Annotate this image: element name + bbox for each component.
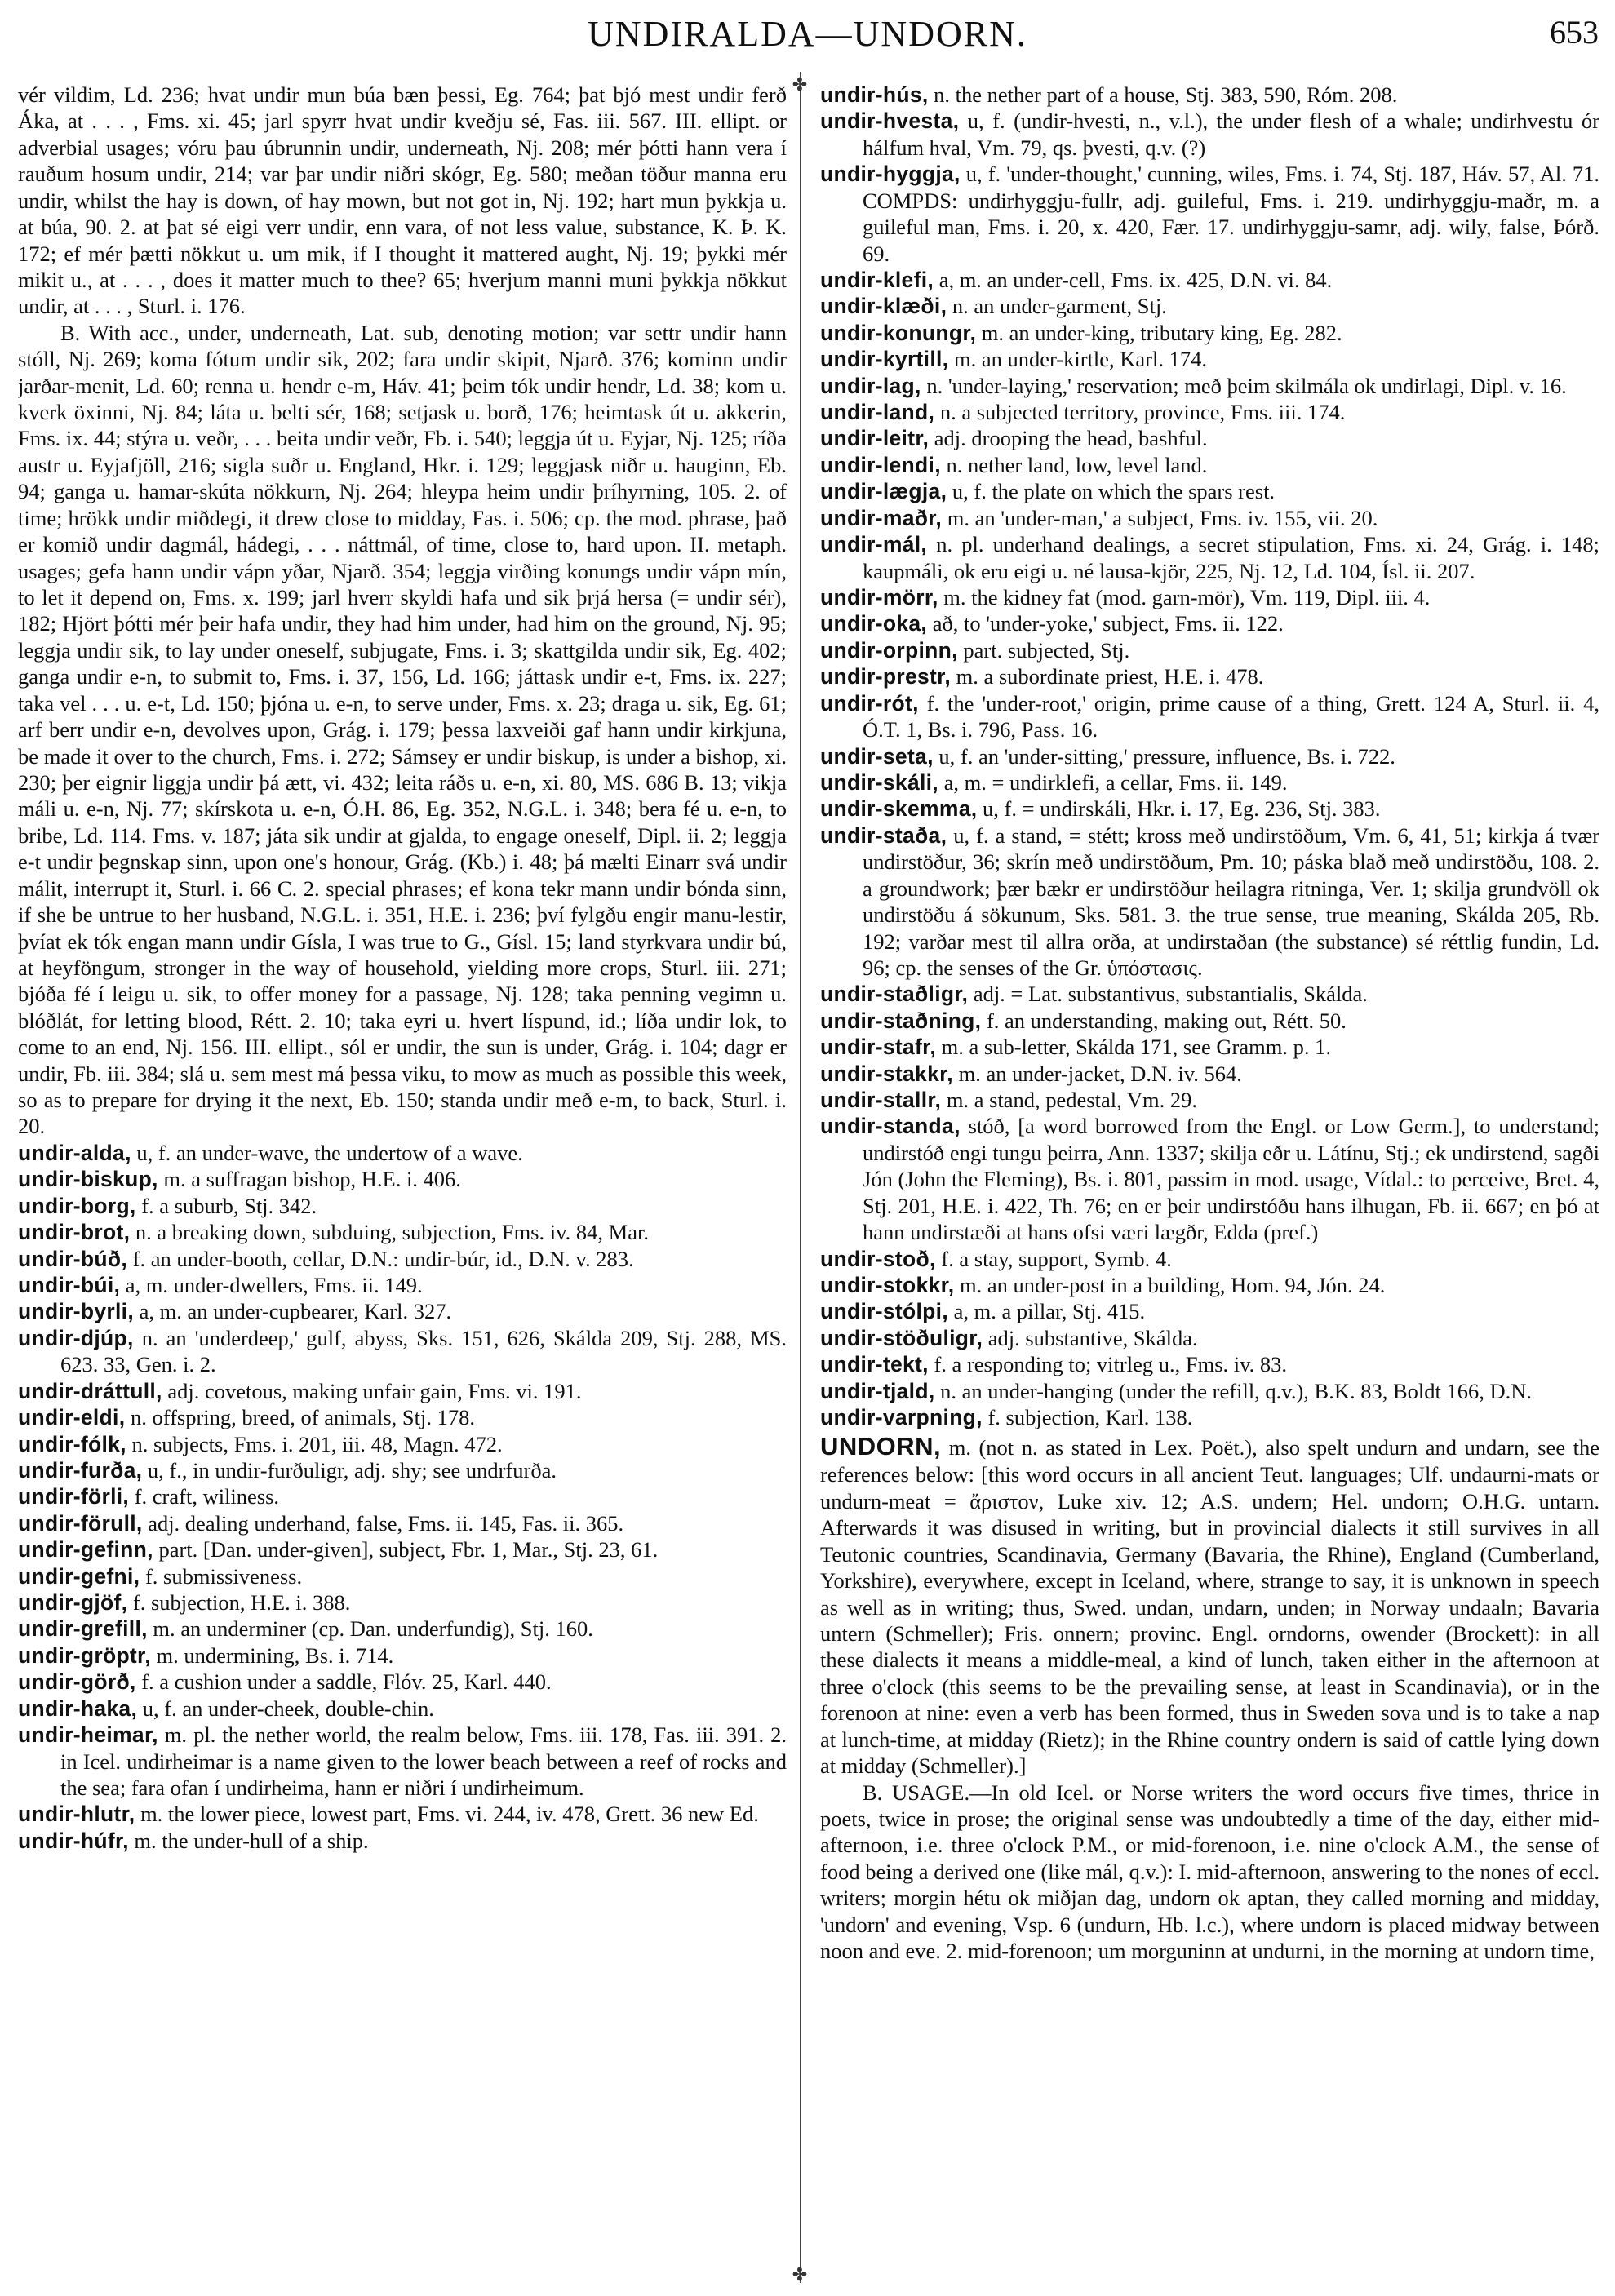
entry-headword: undir-stallr, (820, 1088, 942, 1113)
entry-definition: n. an 'underdeep,' gulf, abyss, Sks. 151, 626, Skálda 209, Stj. 288, MS. 623. 33, Gen. i. 2. (60, 1325, 787, 1377)
entry-definition: a, m. an under-cupbearer, Karl. 327. (134, 1299, 452, 1324)
entry-headword: undir-fólk, (18, 1431, 126, 1456)
entry-headword: undir-seta, (820, 743, 934, 769)
dictionary-entry (18, 1325, 787, 1378)
entry-definition: m. a subordinate priest, H.E. i. 478. (950, 664, 1264, 689)
entry-definition: f. an understanding, making out, Rétt. 50. (981, 1008, 1347, 1033)
left-column (18, 82, 787, 2285)
dictionary-entry (18, 1510, 787, 1536)
entry-definition: n. subjects, Fms. i. 201, iii. 48, Magn. 472. (126, 1431, 503, 1456)
entry-headword: undir-biskup, (18, 1167, 158, 1192)
entry-headword: undir-stólpi, (820, 1299, 948, 1324)
dictionary-entry (820, 1351, 1599, 1377)
dictionary-entry (820, 320, 1599, 346)
dictionary-entry (820, 452, 1599, 478)
dictionary-entry (18, 1272, 787, 1298)
page-header (16, 7, 1599, 64)
entry-headword: undir-lægja, (820, 479, 947, 504)
dictionary-entry (820, 981, 1599, 1007)
entry-headword: undir-djúp, (18, 1325, 134, 1350)
dictionary-entry (820, 769, 1599, 796)
entry-definition: f. subjection, H.E. i. 388. (127, 1590, 351, 1616)
dictionary-entry (820, 267, 1599, 293)
dictionary-entry (820, 293, 1599, 319)
entry-headword: undir-staðligr, (820, 982, 969, 1007)
entry-headword: undir-förull, (18, 1510, 143, 1536)
dictionary-entry (820, 82, 1599, 108)
column-divider (800, 72, 801, 2283)
entry-definition: adj. substantive, Skálda. (983, 1325, 1198, 1350)
entry-definition: m. an under-post in a building, Hom. 94, Jón. 24. (954, 1272, 1386, 1297)
entry-definition: m. a stand, pedestal, Vm. 29. (941, 1088, 1197, 1113)
dictionary-entry (820, 425, 1599, 451)
dictionary-entry (820, 1272, 1599, 1298)
entry-headword: undir-stakkr, (820, 1061, 953, 1086)
entry-definition: n. 'under-laying,' reservation; með þeim skilmála ok undirlagi, Dipl. v. 16. (921, 373, 1567, 398)
dictionary-entry (18, 1457, 787, 1483)
dictionary-entry (820, 584, 1599, 610)
entry-headword: undir-orpinn, (820, 637, 958, 663)
entry-headword: undir-staðning, (820, 1008, 982, 1033)
entry-headword: undir-brot, (18, 1220, 131, 1245)
entry-headword: undir-byrli, (18, 1299, 134, 1324)
entry-definition: m. an under-kirtle, Karl. 174. (948, 347, 1207, 372)
dictionary-entry (820, 1113, 1599, 1245)
entry-definition: f. a cushion under a saddle, Flóv. 25, Karl. 440. (135, 1669, 552, 1695)
entry-definition: u, f. (undir-hvesti, n., v.l.), the under flesh of a whale; undirhvestu ór hálfum hval, Vm. 79, qs. þvesti, q.v. (?) (863, 109, 1599, 160)
dictionary-entry (18, 1801, 787, 1827)
entry-headword: undir-rót, (820, 690, 919, 716)
page-number: 653 (1550, 14, 1599, 51)
entry-definition: u, f. a stand, = stétt; kross með undirstöðum, Vm. 6, 41, 51; kirkja á tvær undirstöður, 36; skrín með undirstöðum, Pm. 10; páska blað með undirstöðu, 108. 2. a groundwork; þær bækr er undirstöður heilagra ritninga, Ver. 1; skilja grundvöll ok undirstöðu á sökunum, Sks. 581. 3. the true sense, true meaning, Skálda 205, Rb. 192; varðar mest til allra orða, at undirstaðan (the substance) sé réttlig fundin, Ld. 96; cp. the senses of the Gr. ὑπόστασις. (863, 822, 1599, 980)
entry-definition: að, to 'under-yoke,' subject, Fms. ii. 122. (927, 611, 1284, 636)
dictionary-entry (820, 373, 1599, 399)
entry-definition: adj. = Lat. substantivus, substantialis, Skálda. (968, 982, 1368, 1007)
entry-definition: u, f. an under-wave, the undertow of a wave. (131, 1140, 523, 1165)
entry-definition: u, f., in undir-furðuligr, adj. shy; see undrfurða. (142, 1457, 557, 1483)
dictionary-entry (18, 1563, 787, 1589)
entry-headword: undir-stoð, (820, 1246, 936, 1271)
right-column (820, 82, 1599, 2285)
entry-headword: undir-klæði, (820, 294, 947, 319)
dictionary-entry (18, 1166, 787, 1192)
entry-undorn (820, 1431, 1599, 1780)
entry-definition: n. nether land, low, level land. (940, 452, 1208, 477)
dictionary-entry (820, 505, 1599, 531)
entry-definition: n. pl. underhand dealings, a secret stipulation, Fms. xi. 24, Grág. i. 148; kaupmáli, ok eru eigi u. né lausa-kjör, 225, Nj. 12, Ld. 104, Ísl. ii. 207. (863, 532, 1599, 583)
entry-headword: undir-búi, (18, 1272, 121, 1297)
dictionary-entry (820, 1034, 1599, 1060)
dictionary-entry (820, 1061, 1599, 1087)
dictionary-entry (18, 1246, 787, 1272)
entry-definition: f. craft, wiliness. (129, 1484, 280, 1509)
entry-headword: undir-maðr, (820, 505, 943, 530)
entry-headword: undir-leitr, (820, 426, 930, 451)
dictionary-entry (18, 1695, 787, 1722)
continuation-text: vér vildim, Ld. 236; hvat undir mun búa bæn þessi, Eg. 764; þat bjó mest undir ferð Áka, at . . . , Fms. xi. 45; jarl spyrr hvat undir kveðju sé, Fas. iii. 567. III. ellipt. or adverbial usages; vóru þau úbrunnin undir, underneath, Nj. 208; mér þótti hann vera í rauðum hosum undir, 214; var þar undir niðri skógr, Eg. 580; meðan töður manna eru undir, whilst the hay is down, of hay mown, but not got in, Nj. 192; hart mun þykkja u. at búa, 90. 2. at þat sé eigi verr undir, enn vara, of not less value, substance, K. Þ. K. 172; ef mér þætti nökkut u. um mik, if I thought it mattered aught, Nj. 19; þykki mér mikit u., at . . . , does it matter much to thee? 65; hverjum manni muni þykkja nökkut undir, at . . . , Sturl. i. 176. (18, 82, 787, 319)
entry-headword: undir-húfr, (18, 1828, 129, 1853)
dictionary-entry (18, 1589, 787, 1616)
entry-headword: undir-land, (820, 400, 935, 425)
dictionary-entry (18, 1616, 787, 1642)
dictionary-entry (820, 1087, 1599, 1113)
entry-headword: undir-grefill, (18, 1616, 148, 1642)
entry-definition: u, f. = undirskáli, Hkr. i. 17, Eg. 236, Stj. 383. (977, 796, 1381, 822)
entry-definition: n. the nether part of a house, Stj. 383, 590, Róm. 208. (928, 82, 1398, 107)
entry-headword: undir-dráttull, (18, 1378, 162, 1403)
entry-headword: undir-hvesta, (820, 109, 960, 134)
entry-definition: f. the 'under-root,' origin, prime cause of a thing, Grett. 124 A, Sturl. ii. 4, Ó.T. 1, Bs. i. 796, Pass. 16. (863, 690, 1599, 742)
dictionary-entry (18, 1536, 787, 1562)
entry-headword: undir-stöðuligr, (820, 1325, 983, 1350)
entry-headword: undir-konungr, (820, 320, 977, 345)
dictionary-entry (18, 1140, 787, 1166)
entry-definition: m. the under-hull of a ship. (128, 1828, 369, 1853)
dictionary-entry (820, 743, 1599, 769)
dictionary-entry (820, 161, 1599, 267)
dictionary-entry (18, 1828, 787, 1854)
section-b-text: B. With acc., under, underneath, Lat. sub, denoting motion; var settr undir hann stóll, Nj. 269; koma fótum undir sik, 202; fara undir skipit, Njarð. 376; kominn undir jarðar-menit, Ld. 60; renna u. hendr e-m, Háv. 41; þeim tók undir hendr, Ld. 38; kom u. kverk öxinni, Nj. 84; láta u. belti sér, 168; setjask u. borð, 176; heimtask út u. akkerin, Fms. ix. 44; stýra u. veðr, . . . beita undir veðr, Fb. i. 540; leggja út u. Eyjar, Nj. 125; ríða austr u. Eyjafjöll, 216; sigla suðr u. England, Hkr. i. 129; leggjask niðr u. hauginn, Eb. 94; ganga u. hamar-skúta nökkurn, Nj. 264; hleypa heim undir þríhyrning, 105. 2. of time; hrökk undir miðdegi, it drew close to midday, Fas. i. 506; cp. the mod. phrase, það er komið undir dagmál, hádegi, . . . náttmál, of time, close to, hard upon. II. metaph. usages; gefa hann undir vápn yðar, Njarð. 354; leggja virðing konungs undir vápn mín, to let it depend on, Fms. x. 199; jarl hverr skyldi hafa und sik þrjá hersa (= undir sér), 182; Hjört þótti mér þeir hafa undir, they had him under, had him on the ground, Nj. 95; leggja undir sik, to lay under oneself, subjugate, Fms. i. 3; skattgilda undir sik, Eg. 402; ganga undir e-n, to submit to, Fms. i. 37, 156, Ld. 166; játtask undir e-t, Fms. ix. 227; taka vel . . . u. e-t, Ld. 150; þjóna u. e-n, to serve under, Fms. x. 23; draga u. sik, Eg. 61; arf berr undir e-n, devolves upon, Grág. i. 179; þessa laxveiði gaf hann undir kirkjuna, be made it over to the church, Fms. i. 272; Sámsey er undir biskup, is under a bishop, xi. 230; þer eignir liggja undir þá ætt, vi. 432; leita ráðs u. e-n, xi. 80, MS. 686 B. 13; vikja máli u. e-n, Nj. 77; skírskota u. e-n, Ó.H. 86, Eg. 352, N.G.L. i. 348; bera fé u. e-n, to bribe, Ld. 114. Fms. v. 187; játa sik undir at gjalda, to engage oneself, Dipl. ii. 2; leggja e-t undir þegnskap sinn, upon one's honour, Grág. (Kb.) i. 48; þá mælti Einarr svá undir málit, interrupt it, Sturl. i. 66 C. 2. special phrases; ef kona tekr mann undir bónda sinn, if she be untrue to her husband, N.G.L. i. 351, H.E. i. 236; því fylgðu engir manu-lestir, þvíat ek tók engan mann undir Gísla, I was true to G., Gísl. 15; land styrkvara undir bú, at heyföngum, stronger in the way of household, yielding more crops, Sturl. iii. 271; bjóða fé í leigu u. sik, to offer money for a passage, Nj. 128; taka penning vegimn u. blóðlát, for letting blood, Rétt. 2. 10; taka eyri u. hvert líspund, id.; líða undir lok, to come to an end, Nj. 156. III. ellipt., sól er undir, the sun is under, Grág. i. 104; dagr er undir, Fb. iii. 384; slá u. sem mest má þessa viku, to mow as much as possible this week, so as to prepare for drying it the next, Eb. 150; standa undir með e-m, to back, Sturl. i. 20. (18, 320, 787, 1139)
entry-headword: undir-staða, (820, 822, 947, 848)
entry-definition: m. an underminer (cp. Dan. underfundig), Stj. 160. (147, 1616, 593, 1642)
entry-headword: undir-lag, (820, 373, 921, 398)
entry-definition: a, m. an under-cell, Fms. ix. 425, D.N. vi. 84. (934, 267, 1333, 292)
entry-headword: UNDORN, (820, 1431, 942, 1460)
entry-headword: undir-förli, (18, 1484, 130, 1509)
entry-headword: undir-haka, (18, 1695, 138, 1721)
entry-headword: undir-tekt, (820, 1352, 929, 1377)
entry-definition: n. an under-garment, Stj. (947, 294, 1167, 319)
dictionary-entry (18, 1193, 787, 1219)
entry-headword: undir-hús, (820, 82, 929, 107)
entry-definition: f. a stay, support, Symb. 4. (935, 1246, 1172, 1271)
entry-headword: undir-stokkr, (820, 1272, 955, 1297)
dictionary-entry (820, 822, 1599, 982)
entry-headword: undir-stafr, (820, 1035, 937, 1060)
entry-headword: undir-gefinn, (18, 1537, 153, 1562)
dictionary-entry (820, 1378, 1599, 1404)
entry-definition: m. an under-jacket, D.N. iv. 564. (952, 1061, 1242, 1086)
entry-definition: f. a responding to; vitrleg u., Fms. iv. 83. (928, 1352, 1288, 1377)
entry-definition: a, m. under-dwellers, Fms. ii. 149. (120, 1272, 423, 1297)
entry-definition: n. a breaking down, subduing, subjection, Fms. iv. 84, Mar. (130, 1220, 649, 1245)
entry-definition: part. subjected, Stj. (957, 637, 1130, 663)
dictionary-entry (18, 1642, 787, 1669)
entry-headword: undir-prestr, (820, 664, 951, 689)
entry-headword: undir-mál, (820, 532, 928, 557)
entry-definition: m. a sub-letter, Skálda 171, see Gramm. p. 1. (936, 1035, 1331, 1060)
entry-headword: undir-gröptr, (18, 1642, 151, 1668)
dictionary-entry (820, 108, 1599, 161)
entry-definition: part. [Dan. under-given], subject, Fbr. 1, Mar., Stj. 23, 61. (153, 1537, 659, 1562)
entry-headword: undir-klefi, (820, 267, 934, 292)
entry-headword: undir-gefni, (18, 1563, 140, 1589)
entry-headword: undir-oka, (820, 611, 928, 636)
entry-definition: f. an under-booth, cellar, D.N.: undir-búr, id., D.N. v. 283. (127, 1246, 634, 1271)
entry-definition: m. pl. the nether world, the realm below, Fms. iii. 178, Fas. iii. 391. 2. in Icel. undirheimar is a name given to the lower beach between a reef of rocks and the sea; fara ofan í undirheima, hann er niðri í undirheimum. (60, 1722, 787, 1800)
entry-definition: m. the kidney fat (mod. garn-mör), Vm. 119, Dipl. iii. 4. (938, 585, 1431, 610)
dictionary-entry (820, 346, 1599, 372)
divider-ornament-bottom: ✤ (792, 2265, 808, 2285)
entry-headword: undir-skemma, (820, 796, 978, 822)
divider-ornament-top: ✤ (792, 75, 808, 95)
dictionary-entry (820, 478, 1599, 504)
dictionary-entry (18, 1669, 787, 1695)
dictionary-entry (18, 1431, 787, 1457)
dictionary-entry (18, 1219, 787, 1245)
entry-headword: undir-hyggja, (820, 162, 961, 187)
entry-headword: undir-eldi, (18, 1405, 126, 1430)
entry-definition: a, m. a pillar, Stj. 415. (948, 1299, 1146, 1324)
dictionary-entry (820, 1325, 1599, 1351)
entry-headword: undir-alda, (18, 1140, 131, 1165)
entry-headword: undir-kyrtill, (820, 347, 949, 372)
entry-definition: n. a subjected territory, province, Fms. iii. 174. (934, 400, 1346, 425)
entry-definition: adj. dealing underhand, false, Fms. ii. 145, Fas. ii. 365. (142, 1510, 624, 1536)
entry-headword: undir-hlutr, (18, 1802, 135, 1827)
dictionary-entry (820, 796, 1599, 822)
entry-definition: a, m. = undirklefi, a cellar, Fms. ii. 149. (938, 769, 1288, 795)
entry-headword: undir-gjöf, (18, 1590, 128, 1616)
dictionary-entry (18, 1298, 787, 1324)
entry-definition: n. offspring, breed, of animals, Stj. 178. (125, 1405, 475, 1430)
dictionary-entry (18, 1722, 787, 1801)
entry-definition: m. an 'under-man,' a subject, Fms. iv. 155, vii. 20. (942, 505, 1378, 530)
dictionary-entry (820, 663, 1599, 689)
entry-headword: undir-furða, (18, 1457, 143, 1483)
entry-definition: u, f. an under-cheek, double-chin. (137, 1695, 434, 1721)
entry-definition: adj. covetous, making unfair gain, Fms. vi. 191. (162, 1378, 582, 1403)
entry-definition: f. subjection, Karl. 138. (982, 1405, 1193, 1430)
entry-headword: undir-standa, (820, 1114, 961, 1139)
dictionary-entry (18, 1378, 787, 1404)
dictionary-entry (820, 1404, 1599, 1430)
dictionary-entry (820, 1246, 1599, 1272)
entry-definition: m. the lower piece, lowest part, Fms. vi. 244, iv. 478, Grett. 36 new Ed. (135, 1802, 759, 1827)
entry-headword: undir-tjald, (820, 1378, 935, 1403)
entry-definition: u, f. the plate on which the spars rest. (947, 479, 1276, 504)
dictionary-entry (820, 1008, 1599, 1034)
entry-definition: adj. drooping the head, bashful. (929, 426, 1208, 451)
dictionary-entry (18, 1483, 787, 1509)
left-entry-list (18, 1140, 787, 1854)
entry-headword: undir-skáli, (820, 769, 938, 795)
dictionary-entry (820, 399, 1599, 425)
dictionary-entry (820, 637, 1599, 663)
entry-definition: m. (not n. as stated in Lex. Poët.), also spelt undurn and undarn, see the references below: [this word occurs in all ancient Teut. languages; Ulf. undaurni-mats or undurn-meat = ἄριστον, Luke xiv. 12; A.S. undern; Hel. undorn; O.H.G. untarn. Afterwards it was disused in writing, but in provincial dialects it still survives in all Teutonic countries, Scandinavia, Germany (Bavaria, the Rhine), England (Cumberland, Yorkshire), everywhere, except in Iceland, where, strange to say, it is unknown in speech as well as in writing; thus, Swed. undan, undarn, unden; in Norway undaaln; Bavaria untern (Schmeller); Fris. onnern; provinc. Engl. orndorns, owender (Brockett): in all these dialects it means a middle-meal, a kind of lunch, taken either in the afternoon at three o'clock (this seems to be the prevailing sense, at least in Scandinavia), or in the forenoon at nine: even a verb has been formed, thus in Sweden sova und is to take a nap at lunch-time, at midday (Rietz); in the Rhine country ondern is said of cattle lying down at midday (Schmeller).] (820, 1434, 1599, 1779)
entry-headword: undir-lendi, (820, 452, 941, 477)
entry-definition: f. a suburb, Stj. 342. (135, 1193, 317, 1218)
dictionary-entry (820, 531, 1599, 584)
undorn-usage-text: B. USAGE.—In old Icel. or Norse writers the word occurs five times, thrice in poets, twice in prose; the original sense was undoubtedly a time of the day, either mid-afternoon, i.e. three o'clock P.M., or mid-forenoon, i.e. nine o'clock A.M., the sense of food being a derived one (like mál, q.v.): I. mid-afternoon, answering to the nones of eccl. writers; morgin hétu ok miðjan dag, undorn ok aptan, they called morning and midday, 'undorn' and evening, Vsp. 6 (undurn, Hb. l.c.), where undorn is placed midway between noon and eve. 2. mid-forenoon; um morguninn at undurni, in the morning at undorn time, (820, 1780, 1599, 1964)
entry-definition: u, f. 'under-thought,' cunning, wiles, Fms. i. 74, Stj. 187, Háv. 57, Al. 71. COMPDS: undirhyggju-fullr, adj. guileful, Fms. i. 219. undirhyggju-maðr, m. a guileful man, Fms. i. 20, x. 420, Fær. 17. undirhyggju-samr, adj. wily, false, Þórð. 69. (863, 162, 1599, 266)
entry-definition: u, f. an 'under-sitting,' pressure, influence, Bs. i. 722. (933, 743, 1395, 769)
page-title: UNDIRALDA—UNDORN. (588, 14, 1027, 54)
entry-headword: undir-mörr, (820, 585, 938, 610)
entry-definition: m. an under-king, tributary king, Eg. 282. (976, 320, 1342, 345)
right-entry-list (820, 82, 1599, 1431)
dictionary-entry (820, 610, 1599, 636)
dictionary-entry (820, 690, 1599, 743)
entry-headword: undir-búð, (18, 1246, 127, 1271)
entry-definition: n. an under-hanging (under the refill, q.v.), B.K. 83, Boldt 166, D.N. (934, 1378, 1533, 1403)
entry-definition: stóð, [a word borrowed from the Engl. or Low Germ.], to understand; undirstóð engi tungu þeirra, Ann. 1337; skilja eðr u. Látínu, Stj.; ek undirstend, sagði Jón (John the Fleming), Bs. i. 801, passim in mod. usage, Vídal.: to perceive, Bret. 4, Stj. 201, H.E. i. 422, Th. 76; en er þeir undirstóðu hans ilhugan, Fb. ii. 667; en þó at hann undirstæði at hans ofsi væri lægðr, Edda (pref.) (863, 1114, 1599, 1245)
dictionary-entry (18, 1404, 787, 1430)
entry-definition: f. submissiveness. (140, 1563, 303, 1589)
entry-headword: undir-görð, (18, 1669, 136, 1695)
entry-headword: undir-borg, (18, 1193, 136, 1218)
entry-headword: undir-heimar, (18, 1722, 158, 1748)
dictionary-entry (820, 1298, 1599, 1324)
entry-definition: m. undermining, Bs. i. 714. (150, 1642, 394, 1668)
entry-headword: undir-varpning, (820, 1405, 983, 1430)
entry-definition: m. a suffragan bishop, H.E. i. 406. (158, 1167, 461, 1192)
